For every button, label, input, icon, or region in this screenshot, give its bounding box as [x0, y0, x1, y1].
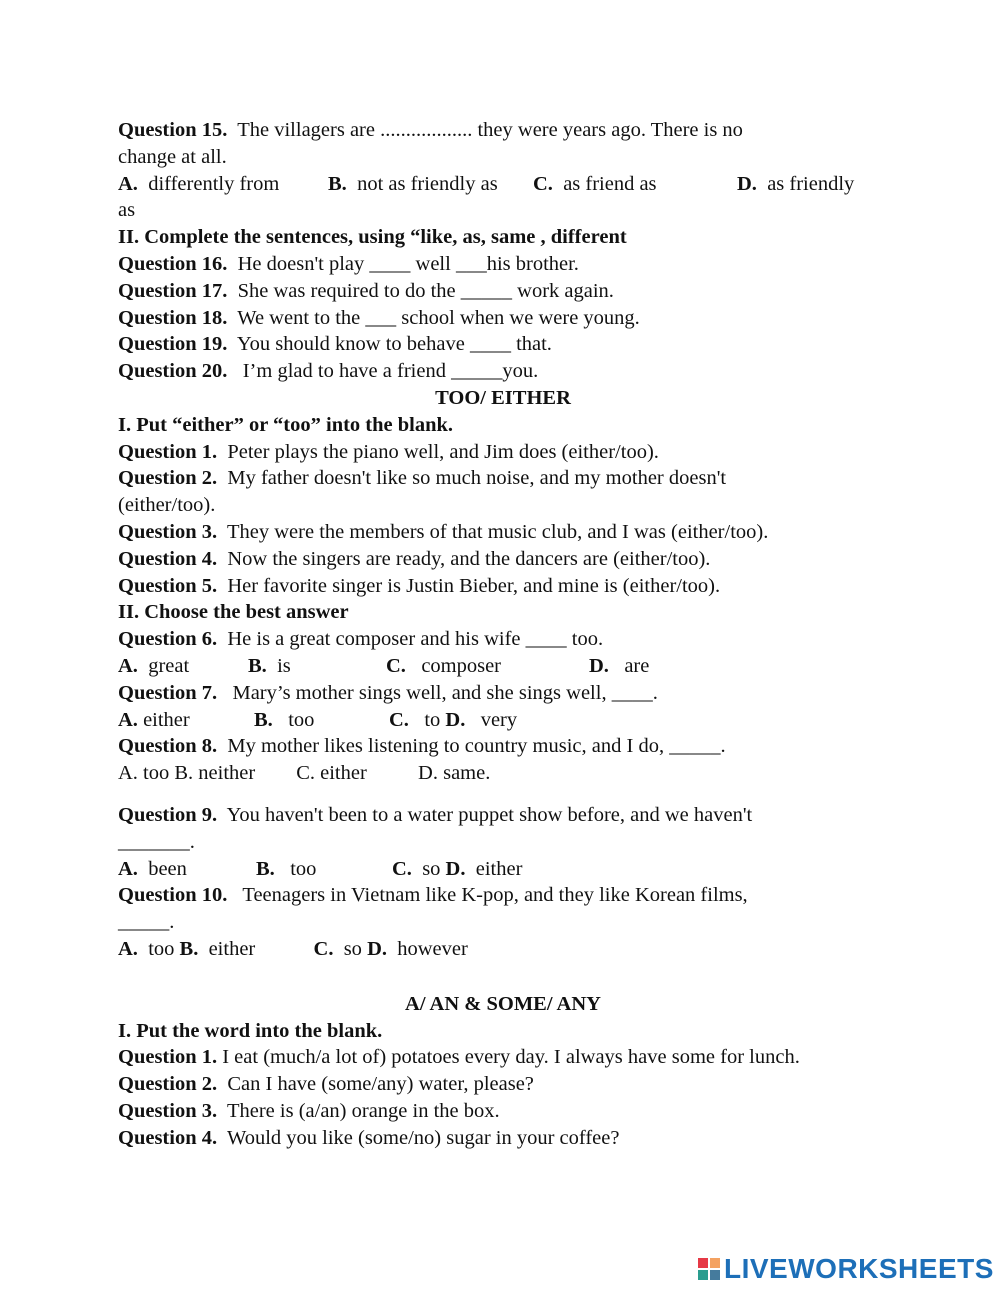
question-text: Teenagers in Vietnam like K-pop, and they like Korean films,	[227, 884, 748, 907]
liveworksheets-logo[interactable]	[698, 1252, 994, 1286]
question-text: There is (a/an) orange in the box.	[217, 1099, 500, 1122]
section-heading: I. Put “either” or “too” into the blank.	[118, 413, 454, 436]
option-label: C.	[533, 172, 553, 195]
question-label: Question 18.	[118, 306, 228, 329]
option-label: C.	[386, 654, 406, 677]
option-label: C.	[313, 937, 334, 960]
question-text: The villagers are .................. they were years ago. There is no	[227, 119, 743, 141]
option-text: very	[465, 708, 518, 731]
option-label: D.	[367, 937, 387, 960]
question-label: Question 20.	[118, 360, 228, 383]
list-item	[118, 1125, 888, 1152]
list-item	[118, 331, 888, 358]
q7-options	[118, 707, 888, 734]
question-label: Question 17.	[118, 279, 228, 302]
list-item	[118, 305, 888, 332]
option-text: composer	[405, 654, 502, 677]
section-heading: I. Put the word into the blank.	[118, 1019, 383, 1042]
list-item	[118, 519, 888, 546]
option-text: too	[272, 708, 315, 731]
option-text: not as friendly as	[346, 172, 498, 195]
option-label: D.	[737, 172, 757, 195]
list-item	[118, 573, 888, 600]
option-text: either	[137, 708, 190, 731]
question-text: She was required to do the _____ work again.	[227, 279, 614, 302]
option-label: B.	[328, 172, 347, 195]
section-title: A/ AN & SOME/ ANY	[405, 992, 601, 1015]
q15-line-2	[118, 144, 888, 171]
question-label: Question 9.	[118, 803, 218, 826]
question-text: Now the singers are ready, and the dancers are (either/too).	[217, 547, 711, 570]
list-item	[118, 278, 888, 305]
q8	[118, 733, 888, 760]
option-label: C.	[392, 857, 412, 880]
logo-mark-icon	[698, 1258, 720, 1280]
question-text: My mother likes listening to country music, and I do, _____.	[217, 735, 726, 758]
question-text: I’m glad to have a friend _____you.	[227, 360, 539, 383]
question-text: Can I have (some/any) water, please?	[217, 1073, 534, 1096]
question-text: He doesn't play ____ well ___his brother.	[227, 252, 579, 275]
q15-options	[118, 171, 888, 198]
list-item	[118, 465, 888, 492]
option-text: either	[198, 937, 256, 960]
list-item	[118, 358, 888, 385]
option-label: D.	[445, 708, 466, 731]
question-label: Question 19.	[118, 333, 228, 356]
answer-blank: _____.	[118, 911, 175, 934]
question-text: Mary’s mother sings well, and she sings well, ____.	[217, 681, 658, 704]
answer-blank: _______.	[118, 830, 195, 853]
question-text: I eat (much/a lot of) potatoes every day. I always have some for lunch.	[217, 1046, 800, 1069]
question-label: Question 3.	[118, 520, 218, 543]
logo-square	[710, 1270, 720, 1280]
question-label: Question 2.	[118, 467, 218, 490]
option-text: so	[333, 937, 368, 960]
spacer	[118, 963, 888, 991]
question-label: Question 2.	[118, 1073, 218, 1096]
question-label: Question 3.	[118, 1099, 218, 1122]
option-label: D.	[445, 857, 466, 880]
question-text: We went to the ___ school when we were young.	[227, 306, 640, 329]
section-heading: II. Complete the sentences, using “like, as, same , different	[118, 226, 627, 249]
question-label: Question 1.	[118, 1046, 218, 1069]
list-item	[118, 251, 888, 278]
list-item	[118, 1071, 888, 1098]
section-heading: II. Choose the best answer	[118, 601, 349, 624]
spacer	[118, 787, 888, 802]
option-text: either	[465, 857, 523, 880]
question-text: Peter plays the piano well, and Jim does (either/too).	[217, 440, 659, 463]
option-label: C.	[389, 708, 409, 731]
option-text: so	[411, 857, 446, 880]
option-label: B.	[248, 654, 267, 677]
option-label: B.	[179, 937, 199, 960]
question-label: Question 6.	[118, 628, 218, 651]
option-text: great	[137, 654, 190, 677]
option-text: as friendly	[756, 172, 855, 195]
q10-options	[118, 936, 888, 963]
q9-options	[118, 856, 888, 883]
question-text: My father doesn't like so much noise, and my mother doesn't	[217, 467, 727, 490]
list-item	[118, 546, 888, 573]
logo-square	[710, 1258, 720, 1268]
option-label: A.	[118, 708, 138, 731]
option-text: however	[387, 937, 468, 960]
worksheet-page	[118, 117, 888, 1151]
option-label: B.	[256, 857, 275, 880]
logo-text: LIVEWORKSHEETS	[724, 1253, 994, 1284]
question-text: as	[118, 199, 136, 222]
question-text: Her favorite singer is Justin Bieber, and mine is (either/too).	[217, 574, 721, 597]
question-label: Question 7.	[118, 681, 218, 704]
question-text: He is a great composer and his wife ____ too.	[217, 628, 604, 651]
option-label: A.	[118, 937, 138, 960]
option-text: to	[408, 708, 446, 731]
option-text: are	[608, 654, 650, 677]
q10	[118, 882, 888, 909]
question-label: Question 4.	[118, 547, 218, 570]
option-label: A.	[118, 654, 138, 677]
list-item	[118, 492, 888, 519]
question-label: Question 16.	[118, 252, 228, 275]
question-text: You should know to behave ____ that.	[227, 333, 552, 356]
list-item	[118, 1044, 888, 1071]
question-label: Question 10.	[118, 884, 228, 907]
question-text: You haven't been to a water puppet show before, and we haven't	[217, 803, 753, 826]
question-text: Would you like (some/no) sugar in your coffee?	[217, 1126, 620, 1149]
list-item	[118, 1098, 888, 1125]
q8-options: A. too B. neither C. either D. same.	[118, 762, 491, 785]
question-label: Question 5.	[118, 574, 218, 597]
q9	[118, 802, 888, 829]
q6-options	[118, 653, 888, 680]
logo-square	[698, 1270, 708, 1280]
option-text: is	[266, 654, 291, 677]
question-text: change at all.	[118, 145, 227, 168]
question-label: Question 8.	[118, 735, 218, 758]
q15-line-3	[118, 197, 888, 224]
logo-square	[698, 1258, 708, 1268]
option-label: B.	[254, 708, 273, 731]
q7	[118, 680, 888, 707]
option-label: A.	[118, 172, 138, 195]
q6	[118, 626, 888, 653]
option-text: been	[137, 857, 187, 880]
option-text: differently from	[137, 172, 280, 195]
question-label: Question 1.	[118, 440, 218, 463]
option-label: D.	[589, 654, 609, 677]
question-text: (either/too).	[118, 494, 216, 517]
list-item	[118, 439, 888, 466]
question-label: Question 4.	[118, 1126, 218, 1149]
section-title: TOO/ EITHER	[435, 386, 571, 409]
option-label: A.	[118, 857, 138, 880]
option-text: too	[274, 857, 317, 880]
option-text: too	[137, 937, 180, 960]
question-text: They were the members of that music club, and I was (either/too).	[217, 520, 769, 543]
q15-line-1	[118, 117, 888, 144]
question-label: Question 15.	[118, 119, 228, 141]
option-text: as friend as	[552, 172, 657, 195]
